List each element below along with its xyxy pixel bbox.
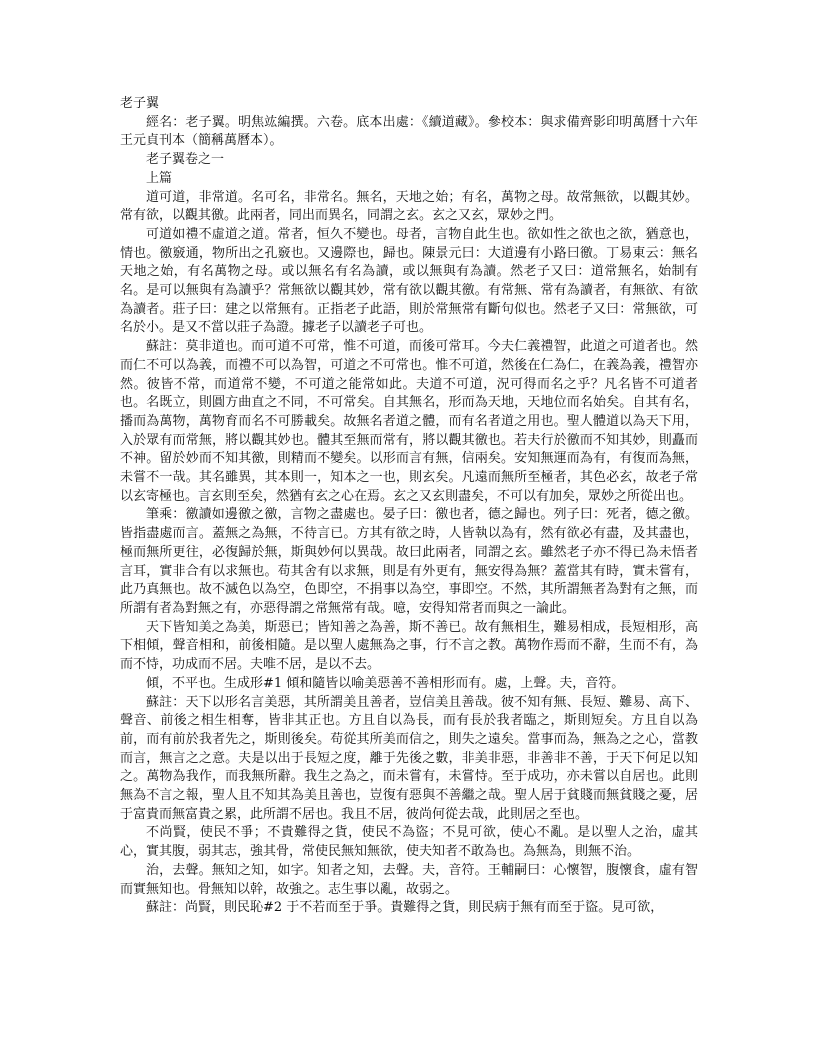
scripture-paragraph: 不尚賢，使民不爭；不貴難得之貨，使民不為盜；不見可欲，使心不亂。是以聖人之治，虛其心，實其腹，弱其志，強其骨，常使民無知無欲，使夫知者不敢為也。為無為，則無不治。 — [120, 825, 698, 860]
commentary-paragraph: 蘇註：天下以形名言美惡，其所謂美且善者，豈信美且善哉。彼不知有無、長短、難易、高下、聲音、前後之相生相奪，皆非其正也。方且自以為長，而有長於我者臨之，斯則短矣。方且自以為前，而有前於我者先之，斯則後矣。苟從其所美而信之，則失之遠矣。當事而為，無為之之心，當教而言，無言之之意。夫是以出于長短之度，離于先後之數，非美非惡，非善非不善，于天下何足以知之。萬物為我作，而我無所辭。我生之為之，而未嘗有，未嘗恃。至于成功，亦未嘗以自居也。此則無為不言之報，聖人且不知其為美且善也，豈復有惡與不善繼之哉。聖人居于貧賤而無貧賤之憂，居于富貴而無富貴之累，此所謂不居也。我且不居，彼尚何從去哉，此則居之至也。 — [120, 694, 698, 822]
gloss-paragraph: 治，去聲。無知之知，如字。知者之知，去聲。夫，音符。王輔嗣曰：心懷智，腹懷食，虛有智而實無知也。骨無知以幹，故強之。志生事以亂，故弱之。 — [120, 862, 698, 897]
source-note: 經名：老子翼。明焦竑編撰。六卷。底本出處：《續道藏》。參校本：與求備齊影印明萬曆十六年王元貞刊本（簡稱萬曆本）。 — [120, 114, 698, 149]
document-title: 老子翼 — [120, 96, 160, 111]
commentary-paragraph: 筆乘：徼讀如邊徼之徼，言物之盡處也。晏子曰：徼也者，德之歸也。列子曰：死者，德之徼。皆指盡處而言。蓋無之為無，不待言已。方其有欲之時，人皆執以為有，然有欲必有盡，及其盡也，極而無所更往，必復歸於無，斯與妙何以異哉。故曰此兩者，同謂之玄。雖然老子亦不得已為未悟者言耳，實非合有以求無也。苟其舍有以求無，則是有外更有，無安得為無？蓋當其有時，實未嘗有，此乃真無也。故不滅色以為空，色即空，不捐事以為空，事即空。不然，其所謂無者為對有之無，而所謂有者為對無之有，亦惡得謂之常無常有哉。噫，安得知常者而與之一論此。 — [120, 507, 698, 616]
scripture-paragraph: 道可道，非常道。名可名，非常名。無名，天地之始；有名，萬物之母。故常無欲，以觀其妙。常有欲，以觀其徼。此兩者，同出而異名，同謂之玄。玄之又玄，眾妙之門。 — [120, 189, 698, 224]
gloss-paragraph: 傾，不平也。生成形#1 傾和隨皆以喻美惡善不善相形而有。處，上聲。夫，音符。 — [146, 675, 625, 691]
section-heading: 上篇 — [146, 170, 173, 186]
chapter-heading: 老子翼卷之一 — [146, 152, 225, 168]
scripture-paragraph: 天下皆知美之為美，斯惡已；皆知善之為善，斯不善已。故有無相生，難易相成，長短相形，高下相傾，聲音相和，前後相隨。是以聖人處無為之事，行不言之教。萬物作焉而不辭，生而不有，為而不恃，功成而不居。夫唯不居，是以不去。 — [120, 619, 698, 673]
document-page — [120, 95, 698, 918]
commentary-paragraph: 蘇註：尚賢，則民恥#2 于不若而至于爭。貴難得之貨，則民病于無有而至于盜。見可欲， — [146, 900, 664, 916]
commentary-paragraph: 可道如禮不虛道之道。常者，恒久不變也。母者，言物自此生也。欲如性之欲也之欲，猶意也，情也。徼竅通，物所出之孔竅也。又邊際也，歸也。陳景元曰：大道邊有小路曰徼。丁易東云：無名天地之始，有名萬物之母。或以無名有名為讀，或以無與有為讀。然老子又曰：道常無名，始制有名。是可以無與有為讀乎？常無欲以觀其妙，常有欲以觀其徼。有常無、常有為讀者，有無欲、有欲為讀者。莊子曰：建之以常無有。正指老子此語，則於常無常有斷句似也。然老子又曰：常無欲，可名於小。是又不當以莊子為證。據老子以讀老子可也。 — [120, 226, 698, 336]
commentary-paragraph: 蘇註：莫非道也。而可道不可常，惟不可道，而後可常耳。今夫仁義禮智，此道之可道者也。然而仁不可以為義，而禮不可以為智，可道之不可常也。惟不可道，然後在仁為仁，在義為義，禮智亦然。彼皆不常，而道常不變，不可道之能常如此。夫道不可道，況可得而名之乎？凡名皆不可道者也。名既立，則圓方曲直之不同，不可常矣。自其無名，形而為天地，天地位而名始矣。自其有名，播而為萬物，萬物育而名不可勝載矣。故無名者道之體，而有名者道之用也。聖人體道以為天下用，入於眾有而常無，將以觀其妙也。體其至無而常有，將以觀其徼也。若夫行於徼而不知其妙，則矗而不神。留於妙而不知其徼，則精而不變矣。以形而言有無，信兩矣。安知無運而為有，有復而為無，未嘗不一哉。其名雖異，其本則一，知本之一也，則玄矣。凡遠而無所至極者，其色必玄，故老子常以玄寄極也。言玄則至矣，然猶有玄之心在焉。玄之又玄則盡矣，不可以有加矣，眾妙之所從出也。 — [120, 339, 698, 504]
